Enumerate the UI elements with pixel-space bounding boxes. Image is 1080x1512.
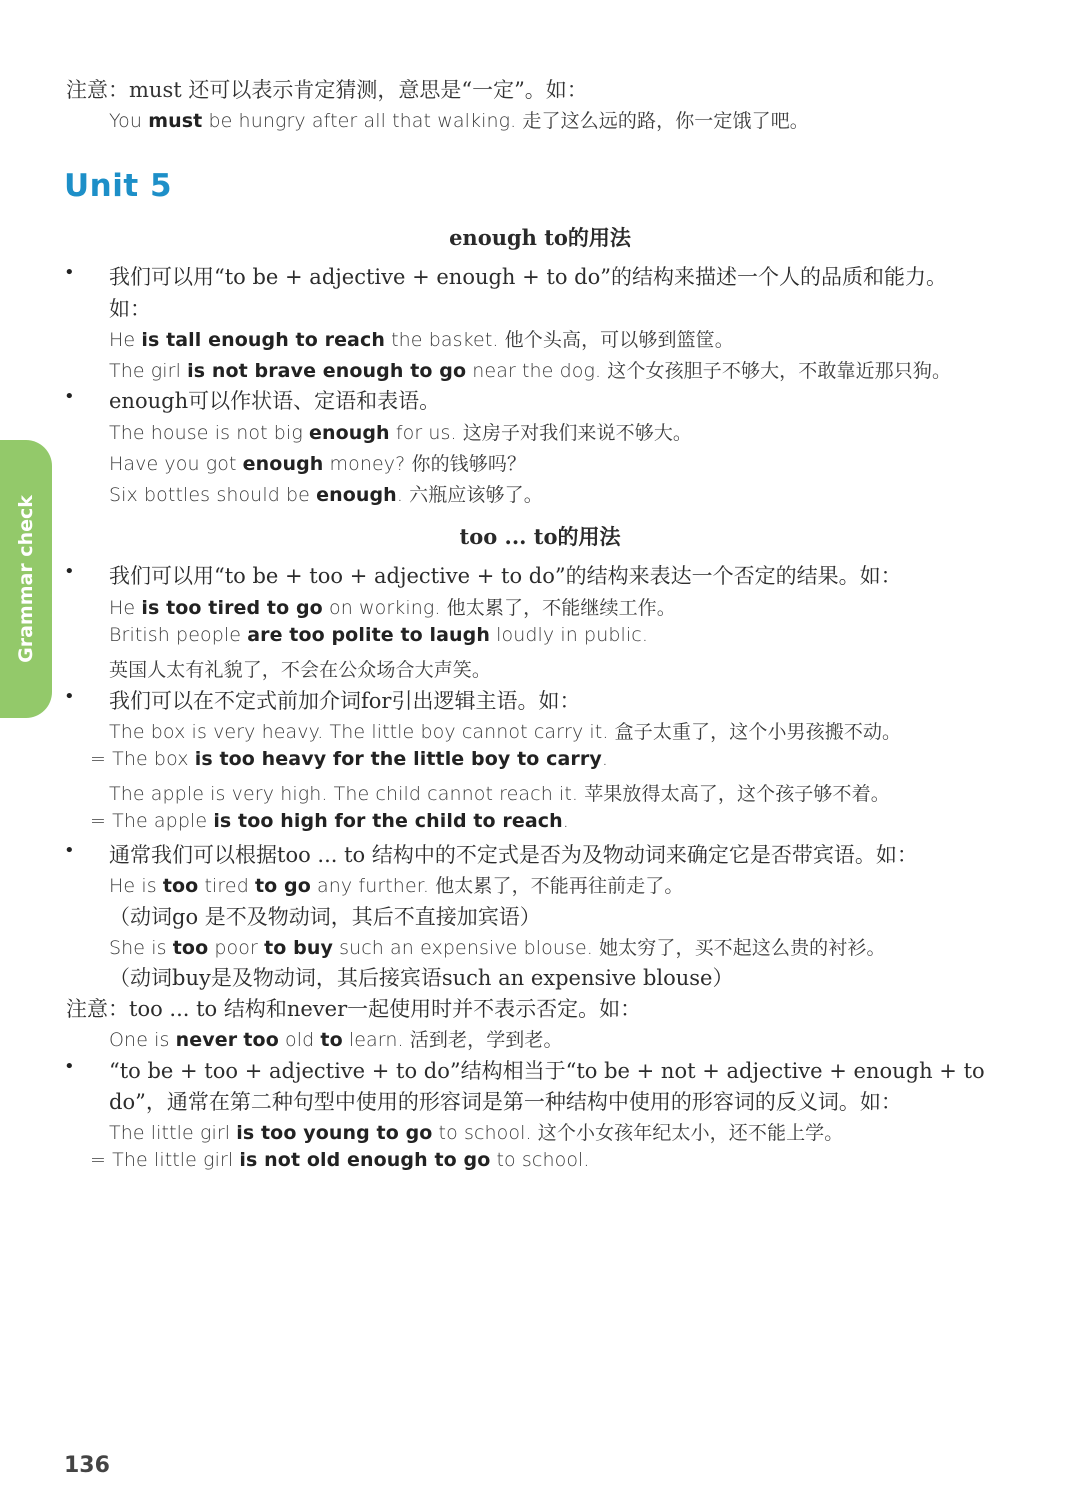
example-12-note: （动词go 是不及物动词，其后不直接加宾语） bbox=[109, 905, 541, 929]
example-3: The house is not big enough for us. 这房子对我们来说不够大。 bbox=[109, 422, 693, 444]
unit-title: Unit 5 bbox=[64, 168, 173, 204]
side-tab bbox=[0, 440, 52, 718]
example-14: One is never too old to learn. 活到老，学到老。 bbox=[109, 1029, 563, 1051]
page-number: 136 bbox=[64, 1453, 110, 1478]
bullet-6-text: “to be + too + adjective + to do”结构相当于“to be + not + adjective + enough + to bbox=[109, 1059, 985, 1083]
example-10: The apple is very high. The child cannot reach it. 苹果放得太高了，这个孩子够不着。 bbox=[109, 783, 890, 805]
bullet-4: • bbox=[64, 686, 75, 707]
bullet-3: • bbox=[64, 561, 75, 582]
example-7-translation: 英国人太有礼貌了，不会在公众场合大声笑。 bbox=[109, 659, 492, 681]
intro-example: You must be hungry after all that walking. 走了这么远的路，你一定饿了吧。 bbox=[109, 110, 809, 132]
side-tab-label: Grammar check bbox=[15, 495, 37, 663]
bullet-3-text: 我们可以用“to be + too + adjective + to do”的结构来表达一个否定的结果。如： bbox=[109, 564, 902, 588]
example-16: = The little girl is not old enough to go to school. bbox=[90, 1149, 590, 1171]
bullet-2-text: enough可以作状语、定语和表语。 bbox=[109, 389, 441, 413]
example-15: The little girl is too young to go to school. 这个小女孩年纪太小，还不能上学。 bbox=[109, 1122, 844, 1144]
bullet-2: • bbox=[64, 386, 75, 407]
example-2: The girl is not brave enough to go near the dog. 这个女孩胆子不够大，不敢靠近那只狗。 bbox=[109, 360, 952, 382]
bullet-6: • bbox=[64, 1056, 75, 1077]
example-8: The box is very heavy. The little boy cannot carry it. 盒子太重了，这个小男孩搬不动。 bbox=[109, 721, 902, 743]
example-1: He is tall enough to reach the basket. 他个头高，可以够到篮筐。 bbox=[109, 329, 734, 351]
example-6: He is too tired to go on working. 他太累了，不能继续工作。 bbox=[109, 597, 676, 619]
example-7: British people are too polite to laugh loudly in public. bbox=[109, 624, 648, 646]
example-12: He is too tired to go any further. 他太累了，不能再往前走了。 bbox=[109, 875, 684, 897]
example-4: Have you got enough money? 你的钱够吗？ bbox=[109, 453, 527, 475]
intro-note: 注意：must 还可以表示肯定猜测，意思是“一定”。如： bbox=[66, 78, 588, 102]
section-heading-too-to: too ... to的用法 bbox=[459, 524, 621, 549]
bullet-6-text-cont: do”，通常在第二种句型中使用的形容词是第一种结构中使用的形容词的反义词。如： bbox=[109, 1090, 902, 1114]
note-never: 注意：too ... to 结构和never一起使用时并不表示否定。如： bbox=[66, 997, 642, 1021]
bullet-1-text-cont: 如： bbox=[109, 297, 151, 321]
bullet-5: • bbox=[64, 840, 75, 861]
bullet-4-text: 我们可以在不定式前加介词for引出逻辑主语。如： bbox=[109, 689, 581, 713]
section-heading-enough-to: enough to的用法 bbox=[449, 225, 631, 250]
example-9: = The box is too heavy for the little boy to carry. bbox=[90, 748, 608, 770]
example-11: = The apple is too high for the child to reach. bbox=[90, 810, 569, 832]
example-13: She is too poor to buy such an expensive blouse. 她太穷了，买不起这么贵的衬衫。 bbox=[109, 937, 886, 959]
bullet-5-text: 通常我们可以根据too ... to 结构中的不定式是否为及物动词来确定它是否带宾语。如： bbox=[109, 843, 918, 867]
example-13-note: （动词buy是及物动词，其后接宾语such an expensive blouse） bbox=[109, 966, 734, 990]
example-5: Six bottles should be enough. 六瓶应该够了。 bbox=[109, 484, 543, 506]
bullet-1-text: 我们可以用“to be + adjective + enough + to do”的结构来描述一个人的品质和能力。 bbox=[109, 265, 947, 289]
bullet-1: • bbox=[64, 262, 75, 283]
